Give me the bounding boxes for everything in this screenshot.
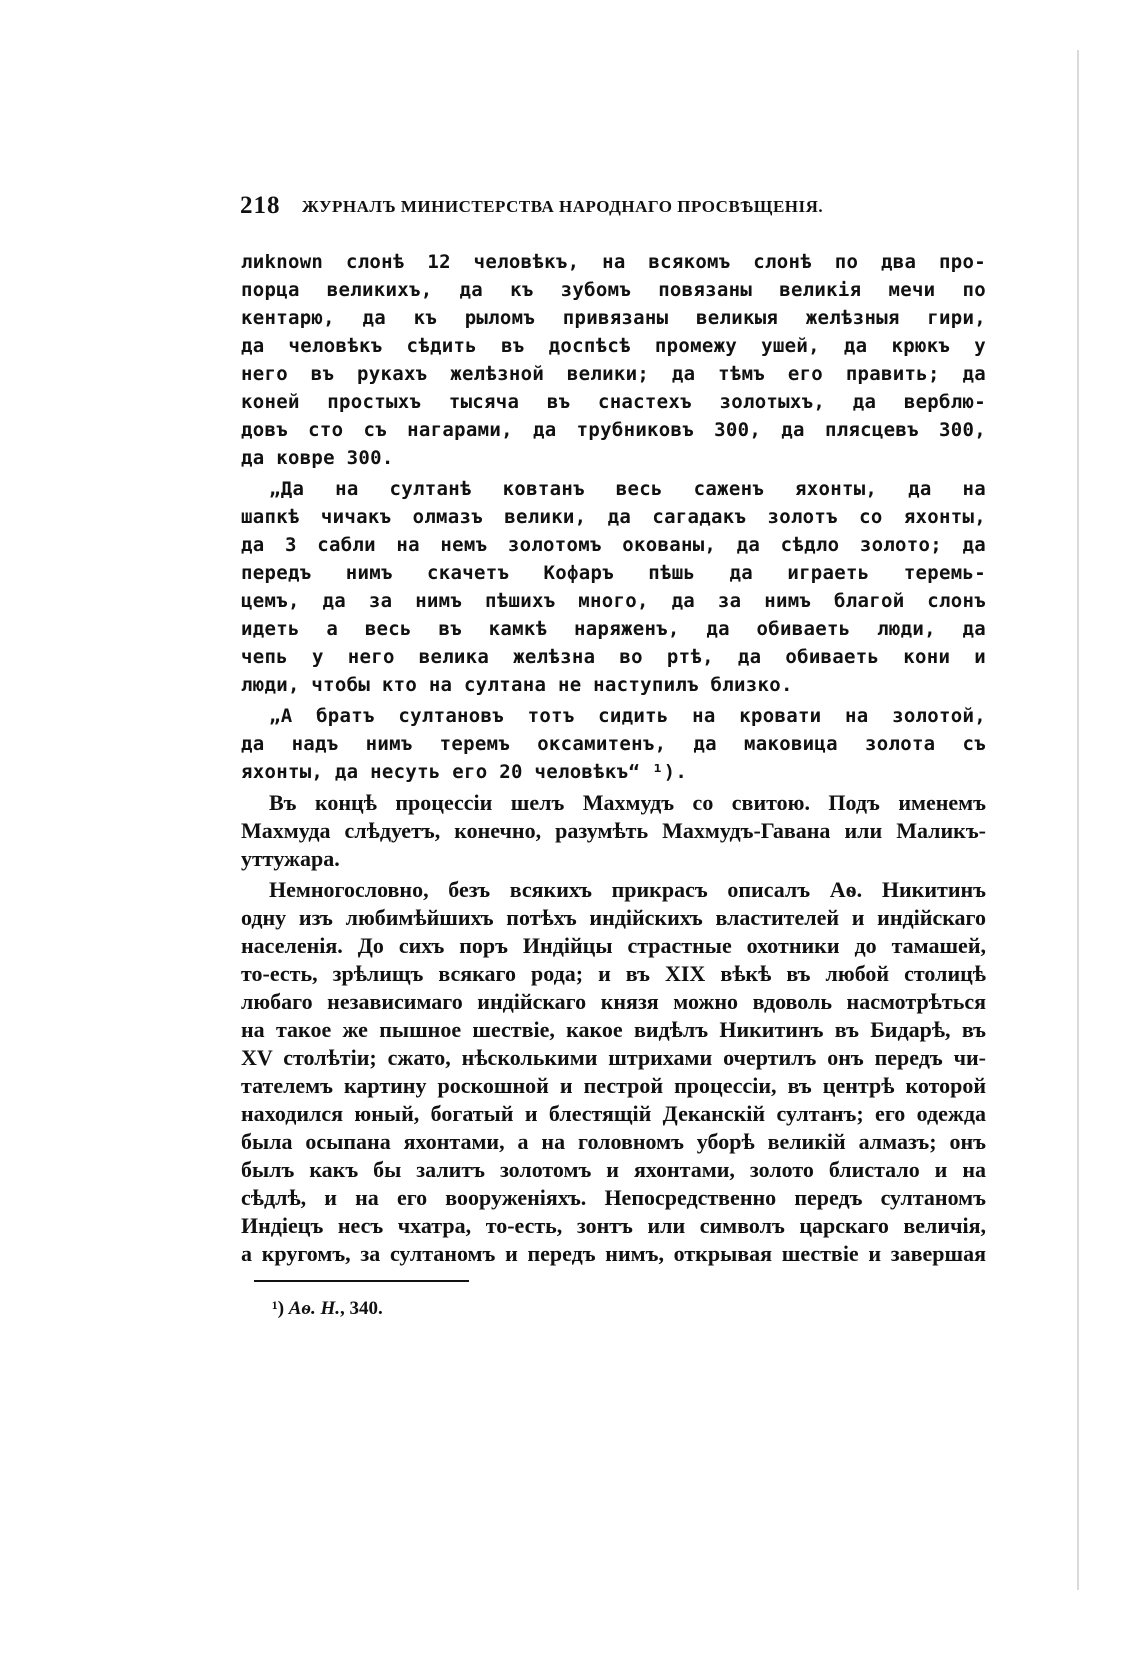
text-line: да 3 сабли на немъ золотомъ окованы, да сѣдло золото; да — [241, 534, 986, 556]
text-line: чепь у него велика желѣзна во ртѣ, да обиваеть кони и — [241, 646, 986, 668]
text-line: а кругомъ, за султаномъ и передъ нимъ, открывая шествіе и завершая — [241, 1241, 986, 1266]
text-line: Немногословно, безъ всякихъ прикрасъ описалъ Аѳ. Никитинъ — [269, 877, 986, 902]
text-line: яхонты, да несуть его 20 человѣкъ“ ¹). — [241, 761, 688, 783]
text-line: одну изъ любимѣйшихъ потѣхъ индійскихъ властителей и индійскаго — [241, 905, 986, 930]
footnote-divider — [254, 1280, 469, 1282]
text-line: Махмуда слѣдуетъ, конечно, разумѣть Махмудъ-Гавана или Маликъ- — [241, 818, 986, 843]
page-number: 218 — [240, 192, 281, 219]
text-line: люди, чтобы кто на султана не наступилъ близко. — [241, 674, 793, 696]
page-edge-line — [1077, 50, 1079, 1590]
text-line: былъ какъ бы залитъ золотомъ и яхонтами, золото блистало и на — [241, 1157, 986, 1182]
footnote-page: , 340. — [339, 1298, 383, 1319]
text-line: населенія. До сихъ поръ Индійцы страстные охотники до тамашей, — [241, 933, 986, 958]
text-line: цемъ, да за нимъ пѣшихъ много, да за нимъ благой слонъ — [241, 590, 986, 612]
body-text — [241, 248, 986, 1268]
text-line: тателемъ картину роскошной и пестрой процессіи, въ центрѣ которой — [241, 1073, 986, 1098]
text-line: „А братъ султановъ тотъ сидить на кровати на золотой, — [269, 705, 986, 727]
text-line: коней простыхъ тысяча въ снастехъ золотыхъ, да верблю- — [241, 391, 986, 413]
text-line: то-есть, зрѣлищъ всякаго рода; и въ XIX вѣкѣ въ любой столицѣ — [241, 961, 986, 986]
text-line: была осыпана яхонтами, а на головномъ уборѣ великій алмазъ; онъ — [241, 1129, 986, 1154]
footnote-marker: ¹) — [272, 1298, 285, 1319]
text-line: да ковре 300. — [241, 447, 394, 469]
page-header — [240, 192, 885, 224]
text-line: Въ концѣ процессіи шелъ Махмудъ со свитою. Подъ именемъ — [269, 790, 986, 815]
quote-section — [241, 248, 986, 786]
text-line: кентарю, да къ рыломъ привязаны великыя желѣзныя гири, — [241, 307, 986, 329]
text-line: на такое же пышное шествіе, какое видѣлъ Никитинъ въ Бидарѣ, въ — [241, 1017, 986, 1042]
commentary-paragraph — [241, 876, 986, 1268]
commentary-section — [241, 789, 986, 1268]
text-line: идеть а весь въ камкѣ наряженъ, да обиваеть люди, да — [241, 618, 986, 640]
text-line: порца великихъ, да къ зубомъ повязаны великія мечи по — [241, 279, 986, 301]
text-line: да человѣкъ сѣдить въ доспѣсѣ промежу ушей, да крюкъ у — [241, 335, 986, 357]
text-line: да надъ нимъ теремъ оксамитенъ, да маковица золота съ — [241, 733, 986, 755]
text-line: сѣдлѣ, и на его вооруженіяхъ. Непосредственно передъ султаномъ — [241, 1185, 986, 1210]
quote-paragraph — [241, 248, 986, 472]
text-line: него въ рукахъ желѣзной велики; да тѣмъ его править; да — [241, 363, 986, 385]
text-line: XV столѣтіи; сжато, нѣсколькими штрихами очертилъ онъ передъ чи- — [241, 1045, 986, 1070]
commentary-paragraph — [241, 789, 986, 873]
text-line: любаго независимаго индійскаго князя можно вдоволь насмотрѣться — [241, 989, 986, 1014]
quote-paragraph — [241, 475, 986, 699]
running-title: ЖУРНАЛЪ МИНИСТЕРСТВА НАРОДНАГО ПРОСВѢЩЕНІЯ. — [302, 197, 824, 216]
text-line: находился юный, богатый и блестящій Деканскій султанъ; его одежда — [241, 1101, 986, 1126]
footnote — [272, 1298, 383, 1320]
text-line: лиknown слонѣ 12 человѣкъ, на всякомъ слонѣ по два про- — [241, 251, 986, 273]
text-line: шапкѣ чичакъ олмазъ велики, да сагадакъ золотъ со яхонты, — [241, 506, 986, 528]
text-line: довъ сто съ нагарами, да трубниковъ 300, да плясцевъ 300, — [241, 419, 986, 441]
quote-paragraph — [241, 702, 986, 786]
text-line: передъ нимъ скачетъ Кофаръ пѣшь да играеть теремь- — [241, 562, 986, 584]
text-line: „Да на султанѣ ковтанъ весь саженъ яхонты, да на — [269, 478, 986, 500]
text-line: Индіецъ несъ чхатра, то-есть, зонтъ или символъ царскаго величія, — [241, 1213, 986, 1238]
footnote-reference: Аѳ. Н. — [288, 1298, 340, 1319]
text-line: уттужара. — [241, 846, 340, 871]
